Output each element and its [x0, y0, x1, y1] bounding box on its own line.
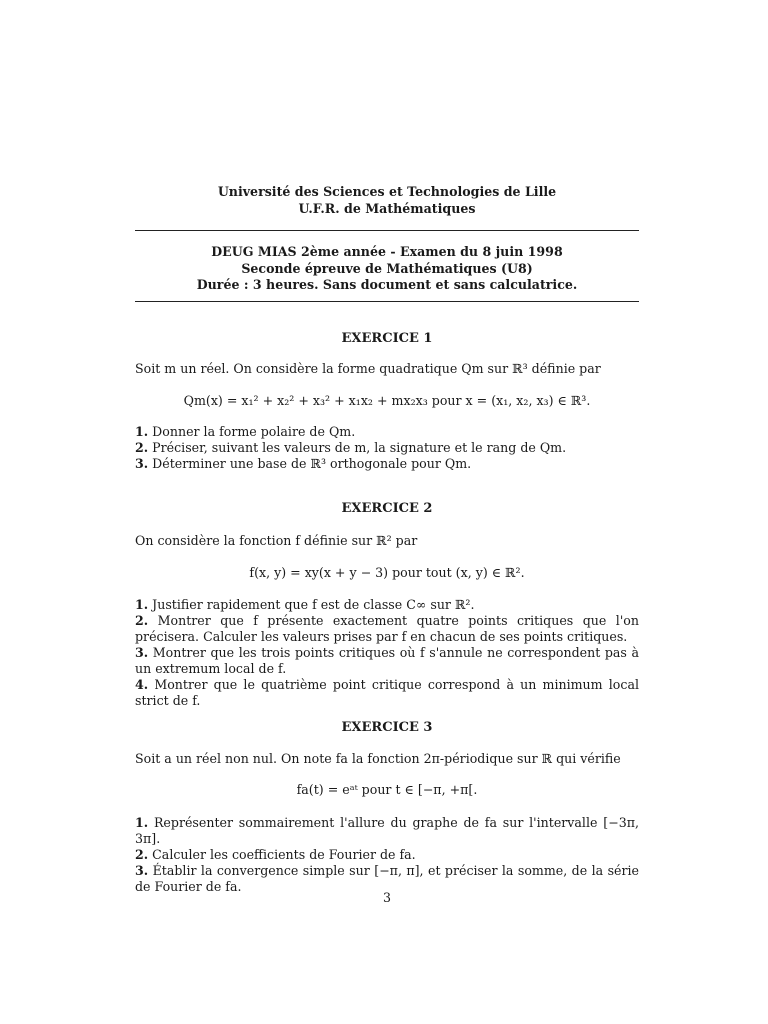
question-text: Représenter sommairement l'allure du graphe de fa sur l'intervalle [−3π, 3π].	[135, 815, 639, 846]
exercise-3-questions	[135, 815, 639, 895]
question-number: 1.	[135, 815, 149, 830]
question-number: 1.	[135, 424, 149, 439]
question-number: 4.	[135, 677, 149, 692]
question-number: 3.	[135, 645, 149, 660]
document-header	[135, 183, 639, 217]
exercise-3-title: EXERCICE 3	[341, 720, 433, 735]
question-number: 2.	[135, 847, 149, 862]
exercise-2-questions	[135, 597, 639, 709]
top-rule	[135, 230, 639, 231]
exercise-1-formula: Qm(x) = x₁² + x₂² + x₃² + x₁x₂ + mx₂x₃ pour x = (x₁, x₂, x₃) ∈ ℝ³.	[183, 393, 591, 408]
question-number: 3.	[135, 863, 149, 878]
question-text: Préciser, suivant les valeurs de m, la signature et le rang de Qm.	[152, 440, 567, 455]
exercise-2-intro: On considère la fonction f définie sur ℝ² par	[135, 533, 418, 548]
question-item	[135, 847, 639, 863]
exercise-3-formula: fa(t) = eᵃᵗ pour t ∈ [−π, +π[.	[296, 782, 478, 797]
question-text: Justifier rapidement que f est de classe C∞ sur ℝ².	[152, 597, 475, 612]
page-number: 3	[382, 890, 391, 905]
exam-info	[135, 244, 639, 294]
question-text: Montrer que f présente exactement quatre points critiques que l'on précisera. Calculer les valeurs prises par f en chacun de ses points critiques.	[135, 613, 639, 644]
exercise-1-intro: Soit m un réel. On considère la forme quadratique Qm sur ℝ³ définie par	[135, 361, 601, 376]
question-item	[135, 645, 639, 677]
question-text: Calculer les coefficients de Fourier de fa.	[152, 847, 416, 862]
exercise-3-intro: Soit a un réel non nul. On note fa la fonction 2π-périodique sur ℝ qui vérifie	[135, 751, 621, 766]
exercise-1-questions	[135, 424, 639, 472]
question-text: Montrer que le quatrième point critique correspond à un minimum local strict de f.	[135, 677, 639, 708]
bottom-rule	[135, 301, 639, 302]
question-item	[135, 597, 639, 613]
exam-title: DEUG MIAS 2ème année - Examen du 8 juin 1998	[211, 244, 563, 259]
question-item	[135, 456, 639, 472]
exercise-2-formula: f(x, y) = xy(x + y − 3) pour tout (x, y) ∈ ℝ².	[249, 565, 525, 580]
exam-subtitle: Seconde épreuve de Mathématiques (U8)	[241, 260, 533, 276]
question-item	[135, 424, 639, 440]
question-number: 2.	[135, 440, 149, 455]
exercise-1-title: EXERCICE 1	[341, 331, 433, 346]
question-number: 1.	[135, 597, 149, 612]
question-text: Établir la convergence simple sur [−π, π], et préciser la somme, de la série de Fourier de fa.	[135, 863, 639, 894]
exam-duration: Durée : 3 heures. Sans document et sans calculatrice.	[196, 277, 578, 292]
question-item	[135, 677, 639, 709]
exercise-2-title: EXERCICE 2	[341, 501, 433, 516]
question-number: 3.	[135, 456, 149, 471]
question-item	[135, 440, 639, 456]
ufr-name: U.F.R. de Mathématiques	[298, 201, 476, 216]
question-number: 2.	[135, 613, 149, 628]
question-text: Montrer que les trois points critiques où f s'annule ne correspondent pas à un extremum local de f.	[135, 645, 639, 676]
question-text: Déterminer une base de ℝ³ orthogonale pour Qm.	[152, 456, 472, 471]
question-item	[135, 815, 639, 847]
university-name: Université des Sciences et Technologies de Lille	[217, 184, 557, 199]
question-text: Donner la forme polaire de Qm.	[152, 424, 356, 439]
question-item	[135, 613, 639, 645]
